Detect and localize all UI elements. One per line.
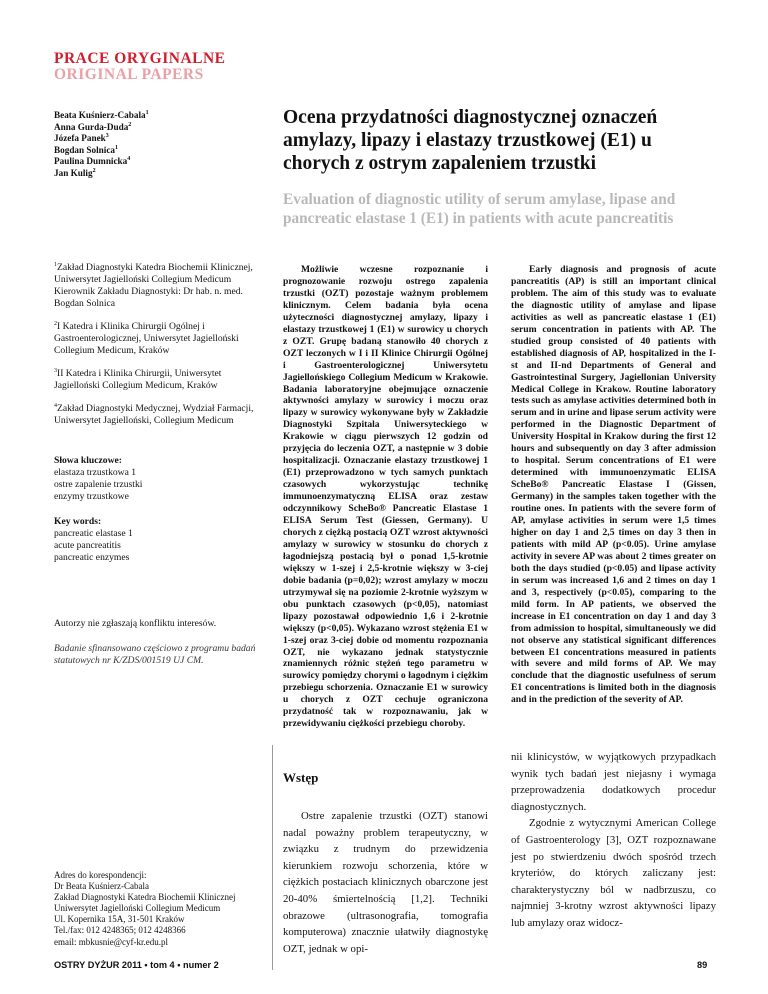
keyword: acute pancreatitis [54,540,121,551]
journal-footer: OSTRY DYŻUR 2011 • tom 4 • numer 2 [54,960,219,970]
keywords-pl [54,455,266,503]
correspondence-line: Uniwersytet Jagielloński Collegium Medicum [54,903,221,914]
conflict-statement: Autorzy nie zgłaszają konfliktu interesów. [54,618,217,629]
correspondence-address [54,870,269,948]
article-title-pl: Ocena przydatności diagnostycznej oznaczeń amylazy, lipazy i elastazy trzustkowej (E1) u chorych z ostrym zapaleniem trzustki [283,107,658,174]
author: Jan Kulig$^2$ [54,167,96,178]
abstract-en: Early diagnosis and prognosis of acute pancreatitis (AP) is still an important clinical problem. The aim of this study was to evaluate the diagnostic utility of amylase and lipase activities as well as pancreatic elastase 1 (E1) serum concentration in patients with AP. The studied group consisted of 40 patients with established diagnosis of AP, hospitalized in the I-st and II-nd Departments of General and Gastrointestinal Surgery, Jagiellonian University Medical College in Krakow. Routine laboratory tests such as amylase activities determined both in serum and in urine and lipase serum activity were performed in the Diagnostic Department of University Hospital in Krakow during the first 12 hours and subsequently on day 3 after admission to hospital. Serum concentrations of E1 were determined with immunoenzymatic ELISA ScheBo® Pancreatic Elastase I (Gissen, Germany) in the samples taken together with the routine ones. In patients with the severe form of AP, amylase activities in serum were 1,5 times higher on day 1 and 2,5 times on day 3 then in patients with mild AP (p<0.05). Urine amylase activity in severe AP was about 2 times greater on both the days studied (p<0.05) and lipase activity in serum was increased 1,6 and 2 times on day 1 and 3, respectively (p<0.05), comparing to the mild form. In AP patients, we observed the increase in E1 concentration on day 1 and day 3 from admission to hospital, simultaneously we did not observe any statistical significant differences between E1 concentrations measured in patients with severe and mild forms of AP. We may conclude that the diagnostic usefulness of serum E1 concentrations is limited both in the diagnosis and in the prediction of the severity of AP. [511,264,716,706]
section-label-pl: PRACE ORYGINALNE [54,50,226,67]
author-list [54,110,244,180]
affiliation: $^4$Zakład Diagnostyki Medycznej, Wydział Farmacji, Uniwersytet Jagielloński, Collegium Medicum [54,403,254,426]
abstract-pl: Możliwie wczesne rozpoznanie i prognozowanie rozwoju ostrego zapalenia trzustki (OZT) pozostaje ważnym problemem klinicznym. Celem badania była ocena użyteczności diagnostycznej amylazy, lipazy i elastazy trzustkowej 1 (E1) w surowicy u chorych z OZT. Grupę badaną stanowiło 40 chorych z OZT leczonych w I i II Klinice Chirurgii Ogólnej i Gastroenterologicznej Uniwersytetu Jagiellońskiego Collegium Medicum w Krakowie. Badania laboratoryjne obejmujące oznaczenie aktywności amylazy w surowicy i moczu oraz lipazy w surowicy wykonywane były w Zakładzie Diagnostyki Szpitala Uniwersyteckiego w Krakowie w ciągu pierwszych 12 godzin od przyjęcia do leczenia OZT, a następnie w 3 dobie hospitalizacji. Oznaczanie elastazy trzustkowej 1 (E1) przeprowadzono w tych samych punktach czasowych wykorzystując technikę immunoenzymatyczną ELISA oraz zestaw odczynnikowy ScheBo® Pancreatic Elastase 1 ELISA Serum Test (Giessen, Germany). U chorych z ciężką postacią OZT wzrost aktywności amylazy w surowicy w stosunku do chorych z łagodniejszą postacią był o ponad 1,5-krotnie większy w 1-szej i 2,5-krotnie większy w 3-ciej dobie badania (p=0,02); wzrost amylazy w moczu utrzymywał się na poziomie 2-krotnie wyższym w obu punktach czasowych (p<0,05), natomiast lipazy pozostawał odpowiednio 1,6 i 2-krotnie większy (p<0,05). Wykazano wzrost stężenia E1 w 1-szej oraz 3-ciej dobie od momentu rozpoznania OZT, nie wykazano jednak statystycznie znamiennych różnic stężeń tego parametru w surowicy pomiędzy chorymi o łagodnym i ciężkim przebiegu schorzenia. Oznaczanie E1 w surowicy u chorych z OZT cechuje ograniczona przydatność tak w rozpoznawaniu, jak w przewidywaniu ciężkości przebiegu choroby. [283,264,488,730]
keyword: elastaza trzustkowa 1 [54,467,137,478]
section-label-en: ORIGINAL PAPERS [54,66,204,83]
affiliation: $^1$Zakład Diagnostyki Katedra Biochemii Klinicznej, Uniwersytet Jagielloński Collegium Medicum Kierownik Zakładu Diagnostyki: Dr hab. n. med. Bogdan Solnica [54,262,253,309]
keywords-en [54,516,266,564]
keyword: pancreatic enzymes [54,552,130,563]
keywords-en-label: Key words: [54,516,102,527]
author: Józefa Panek$^3$ [54,133,109,144]
affiliation: $^2$I Katedra i Klinika Chirurgii Ogólnej i Gastroenterologicznej, Uniwersytet Jagielloński Collegium Medicum, Kraków [54,321,239,356]
sidebar-column [54,262,266,678]
correspondence-line: Dr Beata Kuśnierz-Cabala [54,881,149,892]
correspondence-line: Adres do korespondencji: [54,870,147,880]
intro-column-right [511,749,716,932]
funding-statement: Badanie sfinansowano częściowo z programu badań statutowych nr K/ZDS/001519 UJ CM. [54,643,256,666]
affiliation: $^3$II Katedra i Klinika Chirurgii, Uniwersytet Jagielloński Collegium Medicum, Kraków [54,368,222,391]
author: Paulina Dumnicka$^4$ [54,156,131,167]
keyword: enzymy trzustkowe [54,491,129,502]
intro-paragraph-left: Ostre zapalenie trzustki (OZT) stanowi nadal poważny problem terapeutyczny, w związku z trudnym do przewidzenia kierunkiem rozwoju schorzenia, które w ciężkich postaciach klinicznych obarczone jest 20-40% śmiertelnością [1,2]. Techniki obrazowe (ultrasonografia, tomografia komputerowa) znacznie ułatwiły diagnostykę OZT, jednak w opi- [283,810,488,955]
author: Beata Kuśnierz-Cabala$^1$ [54,110,149,120]
correspondence-line: Ul. Kopernika 15A, 31-501 Kraków [54,914,185,925]
correspondence-email[interactable]: email: mbkusnie@cyf-kr.edu.pl [54,936,169,947]
column-divider [272,745,273,970]
author: Bogdan Solnica$^1$ [54,144,119,155]
keyword: ostre zapalenie trzustki [54,479,143,490]
keywords-pl-label: Słowa kluczowe: [54,455,122,466]
intro-heading: Wstęp [283,770,319,785]
article-title-en: Evaluation of diagnostic utility of serum amylase, lipase and pancreatic elastase 1 (E1) in patients with acute pancreatitis [283,191,676,227]
author: Anna Gurda-Duda$^2$ [54,121,132,132]
keyword: pancreatic elastase 1 [54,528,133,539]
correspondence-line: Zakład Diagnostyki Katedra Biochemii Klinicznej [54,892,236,903]
correspondence-line: Tel./fax: 012 4248365; 012 4248366 [54,925,186,936]
intro-paragraph: Zgodnie z wytycznymi American College of Gastroenterology [3], OZT rozpoznawane jest po stwierdzeniu dwóch spośród trzech kryteriów, do których zaliczany jest: charakterystyczny ból w nadbrzuszu, co najmniej 3-krotny wzrost aktywności lipazy lub amylazy oraz widocz- [511,817,716,929]
page-number: 89 [697,960,708,970]
intro-paragraph: nii klinicystów, w wyjątkowych przypadkach wynik tych badań jest niejasny i wymaga przeprowadzenia dodatkowych procedur diagnostycznych. [511,751,716,813]
